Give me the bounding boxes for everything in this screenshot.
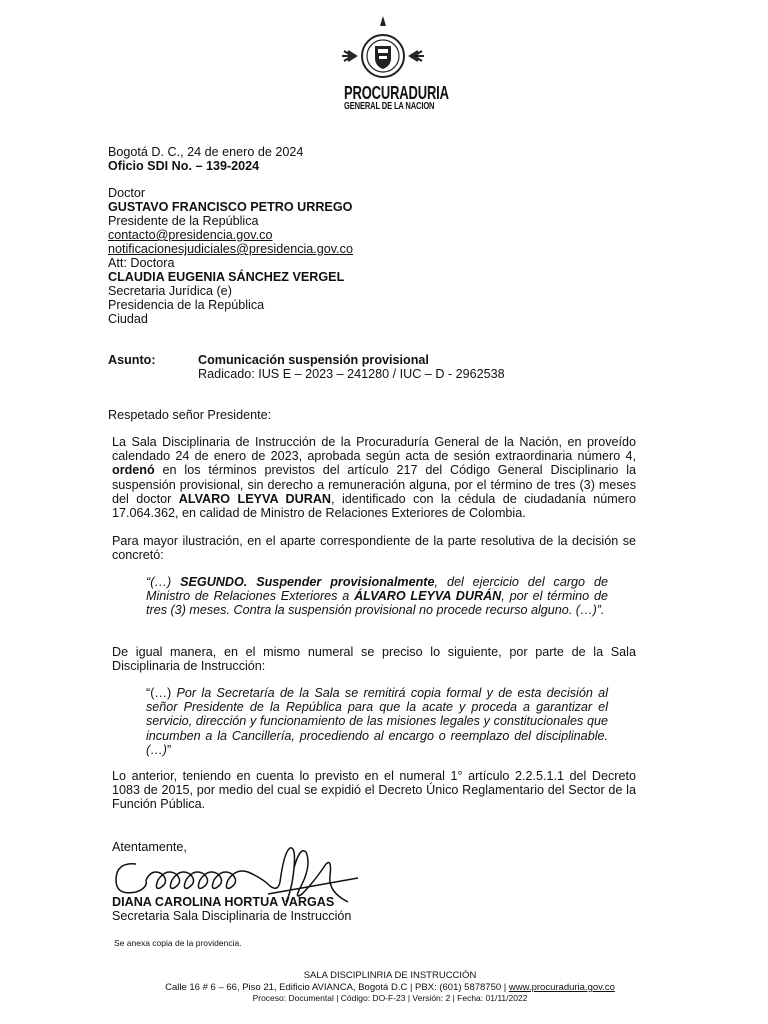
body-paragraph-4: Lo anterior, teniendo en cuenta lo previsto en el numeral 1° artículo 2.2.5.1.1 del Decreto 1083 de 2015, por medio del cual se expidió el Decreto Único Reglamentario del Sector de la Función Pública. (112, 769, 636, 812)
footer-office: SALA DISCIPLINRIA DE INSTRUCCIÓN (303, 970, 477, 981)
recipient-notifications-email-link[interactable]: notificacionesjudiciales@presidencia.gov.co (108, 242, 353, 256)
quote-1-bold: SEGUNDO. Suspender provisionalmente (180, 575, 435, 589)
quote-1-end: , por el término de tres (3) meses. Contra la suspensión provisional no procede recurso alguno. (…)”. (146, 589, 608, 618)
quote-segundo (146, 575, 608, 618)
attention-position: Secretaria Jurídica (e) (108, 284, 232, 298)
procuraduria-shield-icon (338, 14, 428, 84)
logo-subname: GENERAL DE LA NACION (344, 100, 435, 112)
recipient-title: Doctor (108, 186, 146, 200)
recipient-city: Ciudad (108, 312, 148, 326)
quote-1-middle: , del ejercicio del cargo de Ministro de Relaciones Exteriores a (146, 575, 608, 604)
paragraph-1-intro: La Sala Disciplinaria de Instrucción de la Procuraduría General de la Nación, en proveído calendado 24 de enero de 2023, aprobada según acta de sesión extraordinaria número 4, (112, 435, 636, 464)
closing: Atentamente, (112, 840, 187, 854)
footer-address-text: Calle 16 # 6 – 66, Piso 21, Edificio AVIANCA, Bogotá D.C | PBX: (601) 5878750 | (165, 982, 509, 993)
footer-process: Proceso: Documental | Código: DO-F-23 | Versión: 2 | Fecha: 01/11/2022 (252, 993, 528, 1003)
body-paragraph-3: De igual manera, en el mismo numeral se preciso lo siguiente, por parte de la Sala Disciplinaria de Instrucción: (112, 645, 636, 674)
recipient-name: GUSTAVO FRANCISCO PETRO URREGO (108, 200, 353, 214)
footer-address (100, 982, 680, 993)
salutation: Respetado señor Presidente: (108, 408, 272, 422)
quote-1-name: ÁLVARO LEYVA DURÁN (354, 589, 502, 604)
quote-secretaria (146, 686, 608, 757)
subject-label: Asunto: (108, 353, 156, 367)
footer-website-link[interactable]: www.procuraduria.gov.co (508, 982, 615, 993)
paragraph-1-name: ALVARO LEYVA DURAN (178, 491, 332, 506)
date-line: Bogotá D. C., 24 de enero de 2024 (108, 145, 304, 159)
paragraph-1-middle: en los términos previstos del artículo 217 del Código General Disciplinario la suspensión provisional, sin derecho a remuneración alguna, por el término de tres (3) meses del doctor (112, 463, 636, 506)
recipient-email-link[interactable]: contacto@presidencia.gov.co (108, 228, 273, 242)
signer-position: Secretaria Sala Disciplinaria de Instrucción (112, 909, 352, 923)
annex-note: Se anexa copia de la providencia. (114, 938, 242, 948)
subject-radicado: Radicado: IUS E – 2023 – 241280 / IUC – D - 2962538 (198, 367, 505, 381)
quote-2-text: Por la Secretaría de la Sala se remitirá copia formal y de esta decisión al señor Presidente de la República para que la acate y proceda a garantizar el servicio, dirección y funcionamiento de las misiones legales y constitucionales que incumben a la Cancillería, procediendo al encargo o reemplazo del disciplinable. (…) (146, 686, 608, 757)
oficio-number: Oficio SDI No. – 139-2024 (108, 159, 260, 173)
attention-label: Att: Doctora (108, 256, 175, 270)
recipient-position: Presidente de la República (108, 214, 259, 228)
recipient-office: Presidencia de la República (108, 298, 265, 312)
attention-name: CLAUDIA EUGENIA SÁNCHEZ VERGEL (108, 270, 345, 284)
paragraph-1-ordeno: ordenó (112, 463, 155, 478)
quote-2-close: ” (166, 742, 172, 757)
quote-2-open: “(…) (146, 686, 177, 700)
signer-name: DIANA CAROLINA HORTUA VARGAS (112, 895, 335, 909)
body-paragraph-1 (112, 435, 636, 520)
subject-title: Comunicación suspensión provisional (198, 353, 429, 367)
quote-1-open: “(…) (146, 575, 181, 589)
logo-name: PROCURADURIA (344, 83, 449, 103)
body-paragraph-2: Para mayor ilustración, en el aparte correspondiente de la parte resolutiva de la decisión se concretó: (112, 534, 636, 563)
paragraph-1-end: , identificado con la cédula de ciudadanía número 17.064.362, en calidad de Ministro de Relaciones Exteriores de Colombia. (112, 491, 636, 521)
